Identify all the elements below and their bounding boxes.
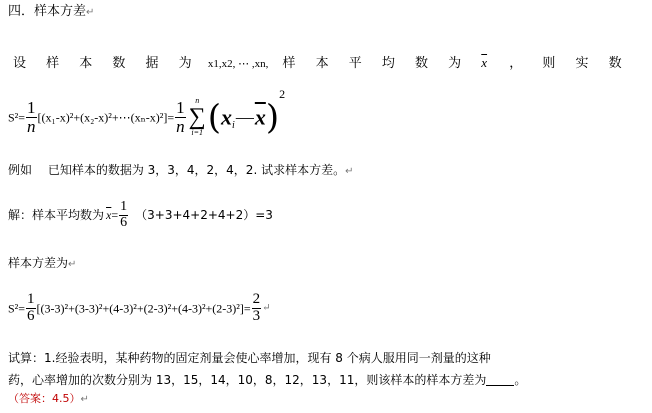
solution-frac-num: 1: [120, 199, 128, 214]
exercise-text-2: 药，心率增加的次数分别为 13，15，14，10，8，12，13，11，则该样本的样本方差为: [8, 373, 487, 387]
data-symbols: x1,x2, ⋯ ,xn,: [207, 58, 269, 70]
solution-fraction: [119, 200, 128, 230]
definition-lead: 设 样 本 数 据 为: [13, 56, 192, 71]
return-mark: ↵: [86, 7, 95, 18]
formula-coefficient-2: [175, 99, 186, 136]
variance-coef-num: 1: [27, 291, 35, 307]
definition-mid: 样 本 平 均 数 为: [282, 56, 462, 71]
right-paren: ): [265, 97, 280, 138]
sum-lower-limit: i=1: [191, 128, 204, 138]
coef2-denominator: n: [176, 116, 185, 136]
minus-sign: —: [235, 107, 254, 128]
example-line: [8, 164, 353, 177]
sum-upper-limit: n: [195, 96, 200, 106]
example-text: 例如 已知样本的数据为 3，3，4，2，4，2. 试求样本方差。: [8, 163, 346, 177]
variance-result-den: 3: [252, 307, 261, 324]
variance-computation: [8, 292, 271, 325]
formula-power: 2: [279, 87, 286, 101]
variance-lhs: S²=: [8, 301, 26, 316]
coef-numerator: 1: [27, 97, 36, 117]
exercise-text-1: 试算：1.经验表明，某种药物的固定剂量会使心率增加，现有 8 个病人服用同一剂量的这种: [8, 351, 491, 365]
section-title: [8, 5, 94, 18]
definition-tail: ， 则 实 数: [509, 56, 622, 71]
variance-formula: [8, 88, 285, 137]
xi-subscript: i: [232, 120, 235, 131]
answer-text: （答案：4.5）: [8, 392, 81, 405]
return-mark: ↵: [80, 394, 89, 405]
variance-coef-den: 6: [27, 307, 35, 324]
return-mark: ↵: [68, 259, 77, 270]
coef-denominator: n: [27, 116, 36, 136]
exercise-line-2: [8, 373, 526, 386]
variance-expansion: [(3-3)²+(3-3)²+(4-3)²+(2-3)²+(4-3)²+(2-3)²]=: [36, 301, 251, 316]
answer-blank: [486, 373, 514, 386]
solution-tail: （3+3+4+2+4+2）=3: [135, 208, 273, 223]
formula-expansion: [(x₁-x)²+(x₂-x)²+⋯(xₙ-x)²]=: [37, 110, 175, 125]
variance-label: 样本方差为: [8, 256, 69, 270]
return-mark: ↵: [262, 302, 271, 314]
mean-symbol: $\overline{x}$: [481, 55, 488, 70]
solution-xbar: $\overline{x}$: [106, 208, 112, 223]
sigma-symbol: ∑: [188, 104, 206, 131]
answer-note: [8, 393, 89, 405]
coef2-numerator: 1: [176, 97, 185, 117]
summation-sign: [189, 97, 206, 137]
exercise-period: 。: [514, 373, 527, 387]
solution-lead: 解：样本平均数为: [8, 208, 105, 223]
xbar-term: $\overline{x}$: [254, 104, 266, 130]
variance-result-num: 2: [252, 291, 261, 307]
formula-lhs: S²=: [8, 110, 26, 125]
variance-label-line: [8, 257, 76, 270]
solution-eq: =: [111, 208, 119, 223]
solution-frac-den: 6: [120, 214, 128, 230]
solution-line: [8, 200, 273, 230]
exercise-line-1: [8, 352, 491, 364]
variance-coefficient: [26, 292, 36, 325]
formula-coefficient: [26, 99, 37, 136]
section-title-text: 四．样本方差: [8, 4, 87, 19]
definition-line: [13, 56, 622, 70]
return-mark: ↵: [345, 166, 354, 177]
variance-result: [252, 292, 262, 325]
left-paren: (: [207, 97, 222, 138]
xi-term: x: [221, 104, 233, 130]
